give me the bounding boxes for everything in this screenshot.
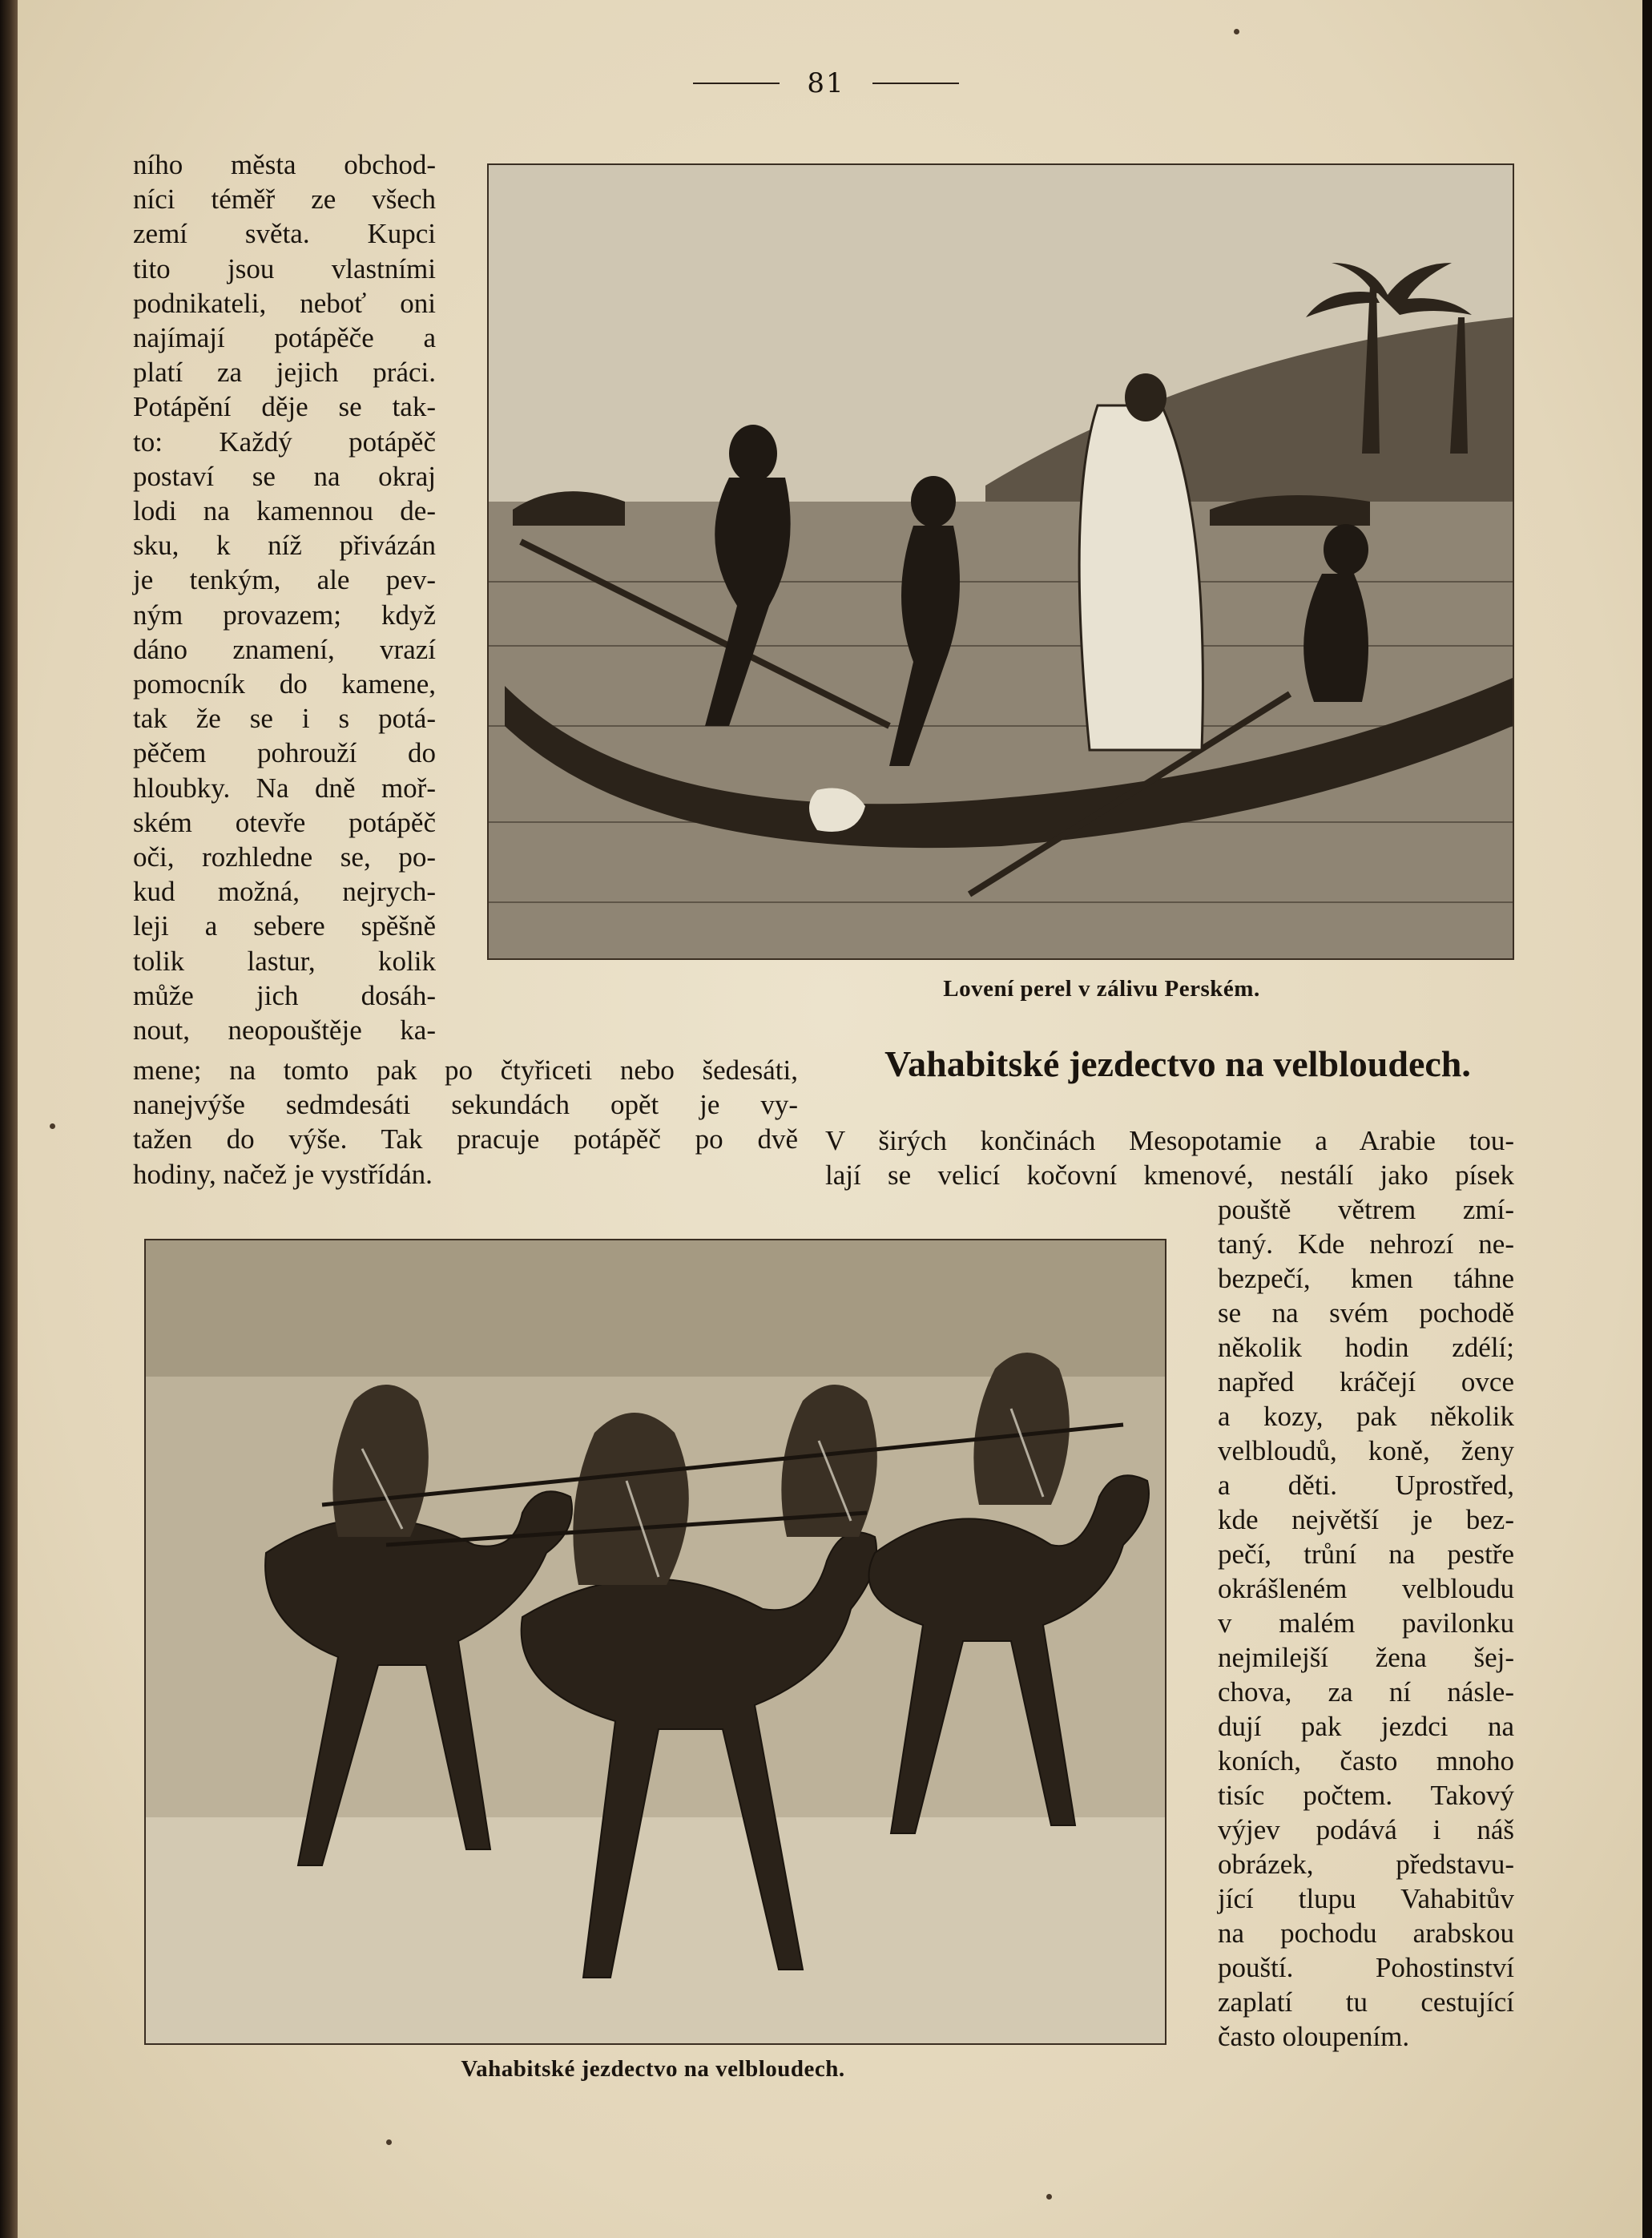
text-line: okrášleném velbloudu — [1218, 1573, 1514, 1604]
book-spine — [0, 0, 18, 2238]
text-line: a kozy, pak několik — [1218, 1401, 1514, 1432]
section-heading: Vahabitské jezdectvo na velbloudech. — [884, 1043, 1471, 1084]
text-line: zemí světa. Kupci — [133, 218, 436, 250]
text-line: napřed kráčejí ovce — [1218, 1366, 1514, 1397]
page-number-rule-left — [693, 83, 780, 84]
text-line: ském otevře potápěč — [133, 806, 436, 838]
text-line: níci téměř ze všech — [133, 183, 436, 216]
text-line: lodi na kamennou de- — [133, 495, 436, 526]
text-line: lají se velicí kočovní kmenové, nestálí jako písek — [825, 1159, 1514, 1192]
text-line: je tenkým, ale pev- — [133, 564, 436, 596]
text-line: oči, rozhledne se, po- — [133, 841, 436, 873]
paper-speck — [1046, 2194, 1052, 2200]
text-line: a děti. Uprostřed, — [1218, 1470, 1514, 1501]
engraving-pearl-divers — [487, 163, 1514, 960]
text-line: výjev podává i náš — [1218, 1814, 1514, 1845]
caption-pearl-divers: Lovení perel v zálivu Perském. — [943, 976, 1260, 1002]
text-line: se na svém pochodě — [1218, 1297, 1514, 1329]
text-line: v malém pavilonku — [1218, 1607, 1514, 1639]
text-line: najímají potápěče a — [133, 322, 436, 353]
text-line: nout, neopouštěje ka- — [133, 1014, 436, 1046]
text-line: kde největší je bez- — [1218, 1504, 1514, 1535]
paper-speck — [386, 2139, 392, 2145]
text-line: obrázek, představu- — [1218, 1849, 1514, 1880]
text-line: tolik lastur, kolik — [133, 945, 436, 977]
text-line: tažen do výše. Tak pracuje potápěč po dvě — [133, 1123, 798, 1155]
text-line: velbloudů, koně, ženy — [1218, 1435, 1514, 1466]
text-line: na pochodu arabskou — [1218, 1917, 1514, 1949]
text-line: kud možná, nejrych- — [133, 876, 436, 908]
text-line: nanejvýše sedmdesáti sekundách opět je vy- — [133, 1089, 798, 1121]
text-line: koních, často mnoho — [1218, 1745, 1514, 1776]
text-line: hodiny, načež je vystřídán. — [133, 1158, 433, 1190]
text-line: V širých končinách Mesopotamie a Arabie tou- — [825, 1125, 1514, 1156]
text-line: taný. Kde nehrozí ne- — [1218, 1228, 1514, 1260]
text-line: leji a sebere spěšně — [133, 910, 436, 942]
text-line: zaplatí tu cestující — [1218, 1986, 1514, 2018]
text-line: postaví se na okraj — [133, 460, 436, 492]
text-line: pouště větrem zmí- — [1218, 1194, 1514, 1225]
text-line: to: Každý potápěč — [133, 425, 436, 458]
page-number-value: 81 — [807, 67, 845, 99]
pearl-divers-illustration — [489, 165, 1513, 958]
text-line: ního města obchod- — [133, 149, 436, 180]
text-line: tak že se i s potá- — [133, 703, 436, 735]
text-line: Potápění děje se tak- — [133, 391, 436, 423]
page-right-edge — [1642, 0, 1652, 2238]
text-line: pomocník do kamene, — [133, 668, 436, 700]
text-line: jící tlupu Vahabitův — [1218, 1883, 1514, 1914]
engraving-camel-riders — [144, 1239, 1166, 2045]
text-line: pečí, trůní na pestře — [1218, 1538, 1514, 1570]
text-line: dují pak jezdci na — [1218, 1711, 1514, 1742]
paper-speck — [1234, 29, 1239, 34]
text-line: tisíc počtem. Takový — [1218, 1780, 1514, 1811]
text-line: dáno znamení, vrazí — [133, 633, 436, 665]
caption-camel-riders: Vahabitské jezdectvo na velbloudech. — [461, 2056, 845, 2082]
text-line: hloubky. Na dně moř- — [133, 772, 436, 804]
text-line: chova, za ní násle- — [1218, 1676, 1514, 1708]
text-line: mene; na tomto pak po čtyřiceti nebo šedesáti, — [133, 1054, 798, 1086]
camel-riders-illustration — [146, 1240, 1165, 2043]
text-line: podnikateli, neboť oni — [133, 287, 436, 319]
text-line: nejmilejší žena šej- — [1218, 1642, 1514, 1673]
text-line: ným provazem; když — [133, 599, 436, 631]
text-line: sku, k níž přivázán — [133, 530, 436, 562]
text-line: pouští. Pohostinství — [1218, 1952, 1514, 1983]
text-line: bezpečí, kmen táhne — [1218, 1263, 1514, 1294]
text-line: platí za jejich práci. — [133, 357, 436, 389]
text-line: několik hodin zdélí; — [1218, 1332, 1514, 1363]
text-line: pěčem pohrouží do — [133, 737, 436, 769]
text-line: často oloupením. — [1218, 2021, 1410, 2052]
page-number-rule-right — [872, 83, 959, 84]
text-line: může jich dosáh- — [133, 979, 436, 1011]
page-number — [0, 66, 1652, 99]
paper-speck — [50, 1123, 55, 1129]
text-line: tito jsou vlastními — [133, 252, 436, 284]
